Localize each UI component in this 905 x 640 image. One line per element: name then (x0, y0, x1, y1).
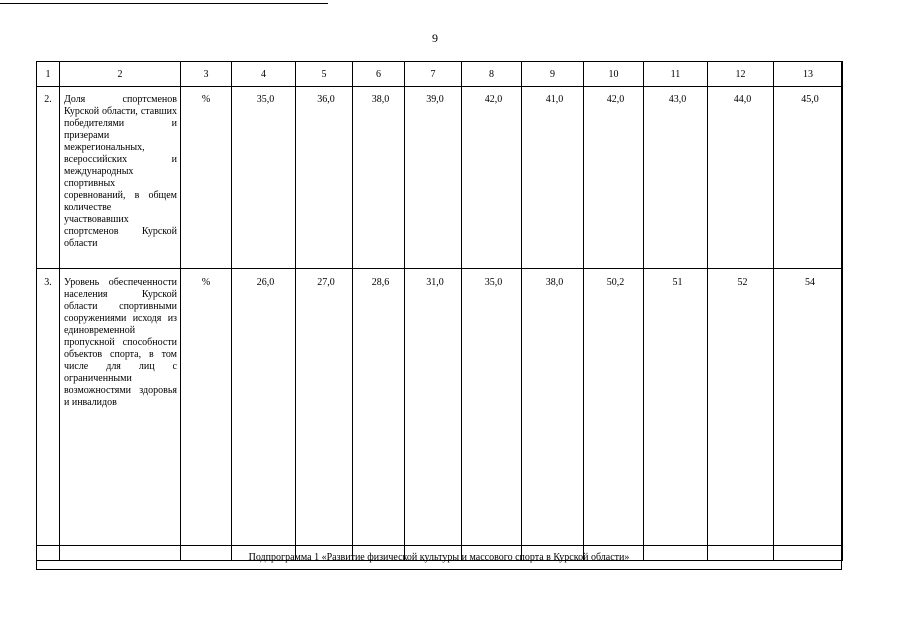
header-cell: 10 (584, 62, 644, 87)
value-cell: 38,0 (522, 269, 584, 561)
header-cell: 13 (774, 62, 843, 87)
value-cell: 52 (708, 269, 774, 561)
table-row (37, 87, 843, 269)
indicators-table (36, 61, 843, 561)
header-cell: 9 (522, 62, 584, 87)
header-cell: 5 (296, 62, 353, 87)
page-number: 9 (432, 31, 438, 45)
row-number: 3. (37, 269, 60, 561)
header-cell: 6 (353, 62, 405, 87)
indicator-description: Уровень обеспеченности населения Курской области спортивными сооружениями исходя из единовременной пропускной способности объектов спорта, в том числе для лиц с ограниченными возможностями здоровья и инвалидов (60, 269, 181, 561)
value-cell: 43,0 (644, 87, 708, 269)
value-cell: 42,0 (462, 87, 522, 269)
value-cell: 35,0 (232, 87, 296, 269)
header-row (37, 62, 843, 87)
value-cell: 26,0 (232, 269, 296, 561)
value-cell: 50,2 (584, 269, 644, 561)
value-cell: 51 (644, 269, 708, 561)
table-row (37, 269, 843, 561)
header-cell: 3 (181, 62, 232, 87)
row-number: 2. (37, 87, 60, 269)
header-cell: 8 (462, 62, 522, 87)
value-cell: 44,0 (708, 87, 774, 269)
value-cell: 36,0 (296, 87, 353, 269)
header-cell: 12 (708, 62, 774, 87)
unit-cell: % (181, 87, 232, 269)
value-cell: 38,0 (353, 87, 405, 269)
header-cell: 7 (405, 62, 462, 87)
subprogram-title: Подпрограмма 1 «Развитие физической культуры и массового спорта в Курской области» (36, 545, 842, 570)
value-cell: 35,0 (462, 269, 522, 561)
indicator-description: Доля спортсменов Курской области, ставших победителями и призерами межрегиональных, всероссийских и международных спортивных соревнований, в общем количестве участвовавших спортсменов Курской области (60, 87, 181, 269)
header-cell: 11 (644, 62, 708, 87)
header-cell: 4 (232, 62, 296, 87)
value-cell: 39,0 (405, 87, 462, 269)
header-cell: 1 (37, 62, 60, 87)
value-cell: 54 (774, 269, 843, 561)
value-cell: 28,6 (353, 269, 405, 561)
top-rule (0, 3, 328, 4)
unit-cell: % (181, 269, 232, 561)
value-cell: 27,0 (296, 269, 353, 561)
value-cell: 31,0 (405, 269, 462, 561)
header-cell: 2 (60, 62, 181, 87)
value-cell: 45,0 (774, 87, 843, 269)
value-cell: 41,0 (522, 87, 584, 269)
value-cell: 42,0 (584, 87, 644, 269)
